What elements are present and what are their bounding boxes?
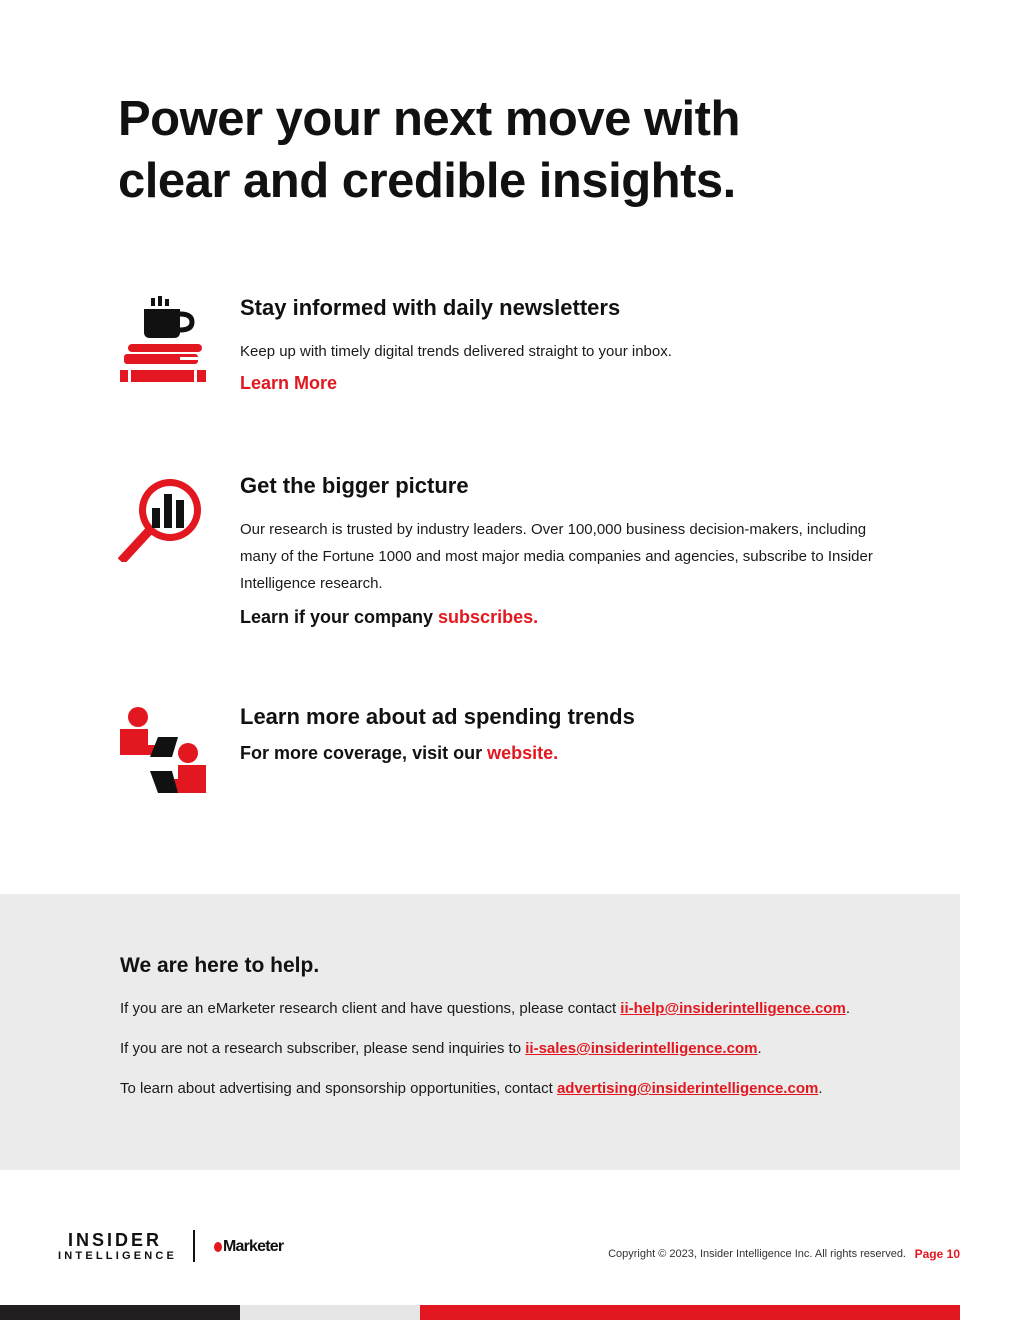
logo-line-1: INSIDER bbox=[68, 1230, 163, 1250]
help-line-client bbox=[120, 999, 850, 1019]
research-section bbox=[118, 472, 878, 632]
help-line-advertising bbox=[120, 1079, 823, 1099]
coffee-books-icon bbox=[118, 294, 208, 384]
section-body: Keep up with timely digital trends delivered straight to your inbox. bbox=[240, 343, 672, 360]
ad-spending-content bbox=[240, 703, 880, 765]
research-content bbox=[240, 472, 880, 629]
learn-more-link[interactable]: Learn More bbox=[240, 373, 338, 393]
help-box bbox=[0, 894, 960, 1170]
copyright-text: Copyright © 2023, Insider Intelligence Inc. All rights reserved. bbox=[608, 1248, 906, 1260]
sales-email-link[interactable]: ii-sales@insiderintelligence.com bbox=[525, 1040, 758, 1057]
people-laptop-icon bbox=[118, 703, 208, 793]
page-number: Page 10 bbox=[914, 1247, 960, 1261]
help-email-link[interactable]: ii-help@insiderintelligence.com bbox=[620, 1000, 846, 1017]
logo-divider bbox=[193, 1230, 195, 1262]
footer-bar-red bbox=[420, 1305, 960, 1320]
emarketer-wordmark: Marketer bbox=[223, 1238, 284, 1255]
subscribes-link[interactable]: subscribes. bbox=[438, 607, 539, 627]
help-suffix: . bbox=[757, 1040, 762, 1057]
advertising-email-link[interactable]: advertising@insiderintelligence.com bbox=[556, 1080, 819, 1097]
help-suffix: . bbox=[845, 1000, 850, 1017]
footer-bar-dark bbox=[0, 1305, 240, 1320]
cta-prefix: Learn if your company bbox=[240, 607, 439, 627]
help-text: If you are an eMarketer research client and have questions, please contact bbox=[120, 1000, 621, 1017]
section-title: Stay informed with daily newsletters bbox=[240, 295, 621, 320]
help-title: We are here to help. bbox=[120, 954, 320, 977]
section-body: Our research is trusted by industry leaders. Over 100,000 business decision-makers, including many of the Fortune 1000 and most major media companies and agencies, subscribe to Insider Intelligence research. bbox=[240, 521, 873, 592]
section-title: Get the bigger picture bbox=[240, 473, 469, 498]
newsletter-content bbox=[240, 294, 880, 395]
section-title: Learn more about ad spending trends bbox=[240, 704, 635, 729]
help-text: To learn about advertising and sponsorship opportunities, contact bbox=[120, 1080, 557, 1097]
page-headline: Power your next move with clear and credible insights. bbox=[118, 92, 740, 208]
help-line-sales bbox=[120, 1039, 762, 1059]
subscription-cta bbox=[240, 605, 880, 629]
help-suffix: . bbox=[818, 1080, 823, 1097]
emarketer-dot-icon bbox=[214, 1242, 222, 1252]
emarketer-logo bbox=[214, 1238, 283, 1256]
newsletter-section bbox=[118, 294, 878, 394]
footer-bar-light bbox=[240, 1305, 420, 1320]
help-text: If you are not a research subscriber, please send inquiries to bbox=[120, 1040, 526, 1057]
logo-line-2: INTELLIGENCE bbox=[58, 1250, 178, 1262]
magnifier-chart-icon bbox=[118, 472, 208, 562]
website-link[interactable]: website. bbox=[487, 743, 559, 763]
coverage-cta bbox=[240, 741, 880, 765]
cta-prefix: For more coverage, visit our bbox=[240, 743, 488, 763]
ad-spending-section bbox=[118, 703, 878, 803]
